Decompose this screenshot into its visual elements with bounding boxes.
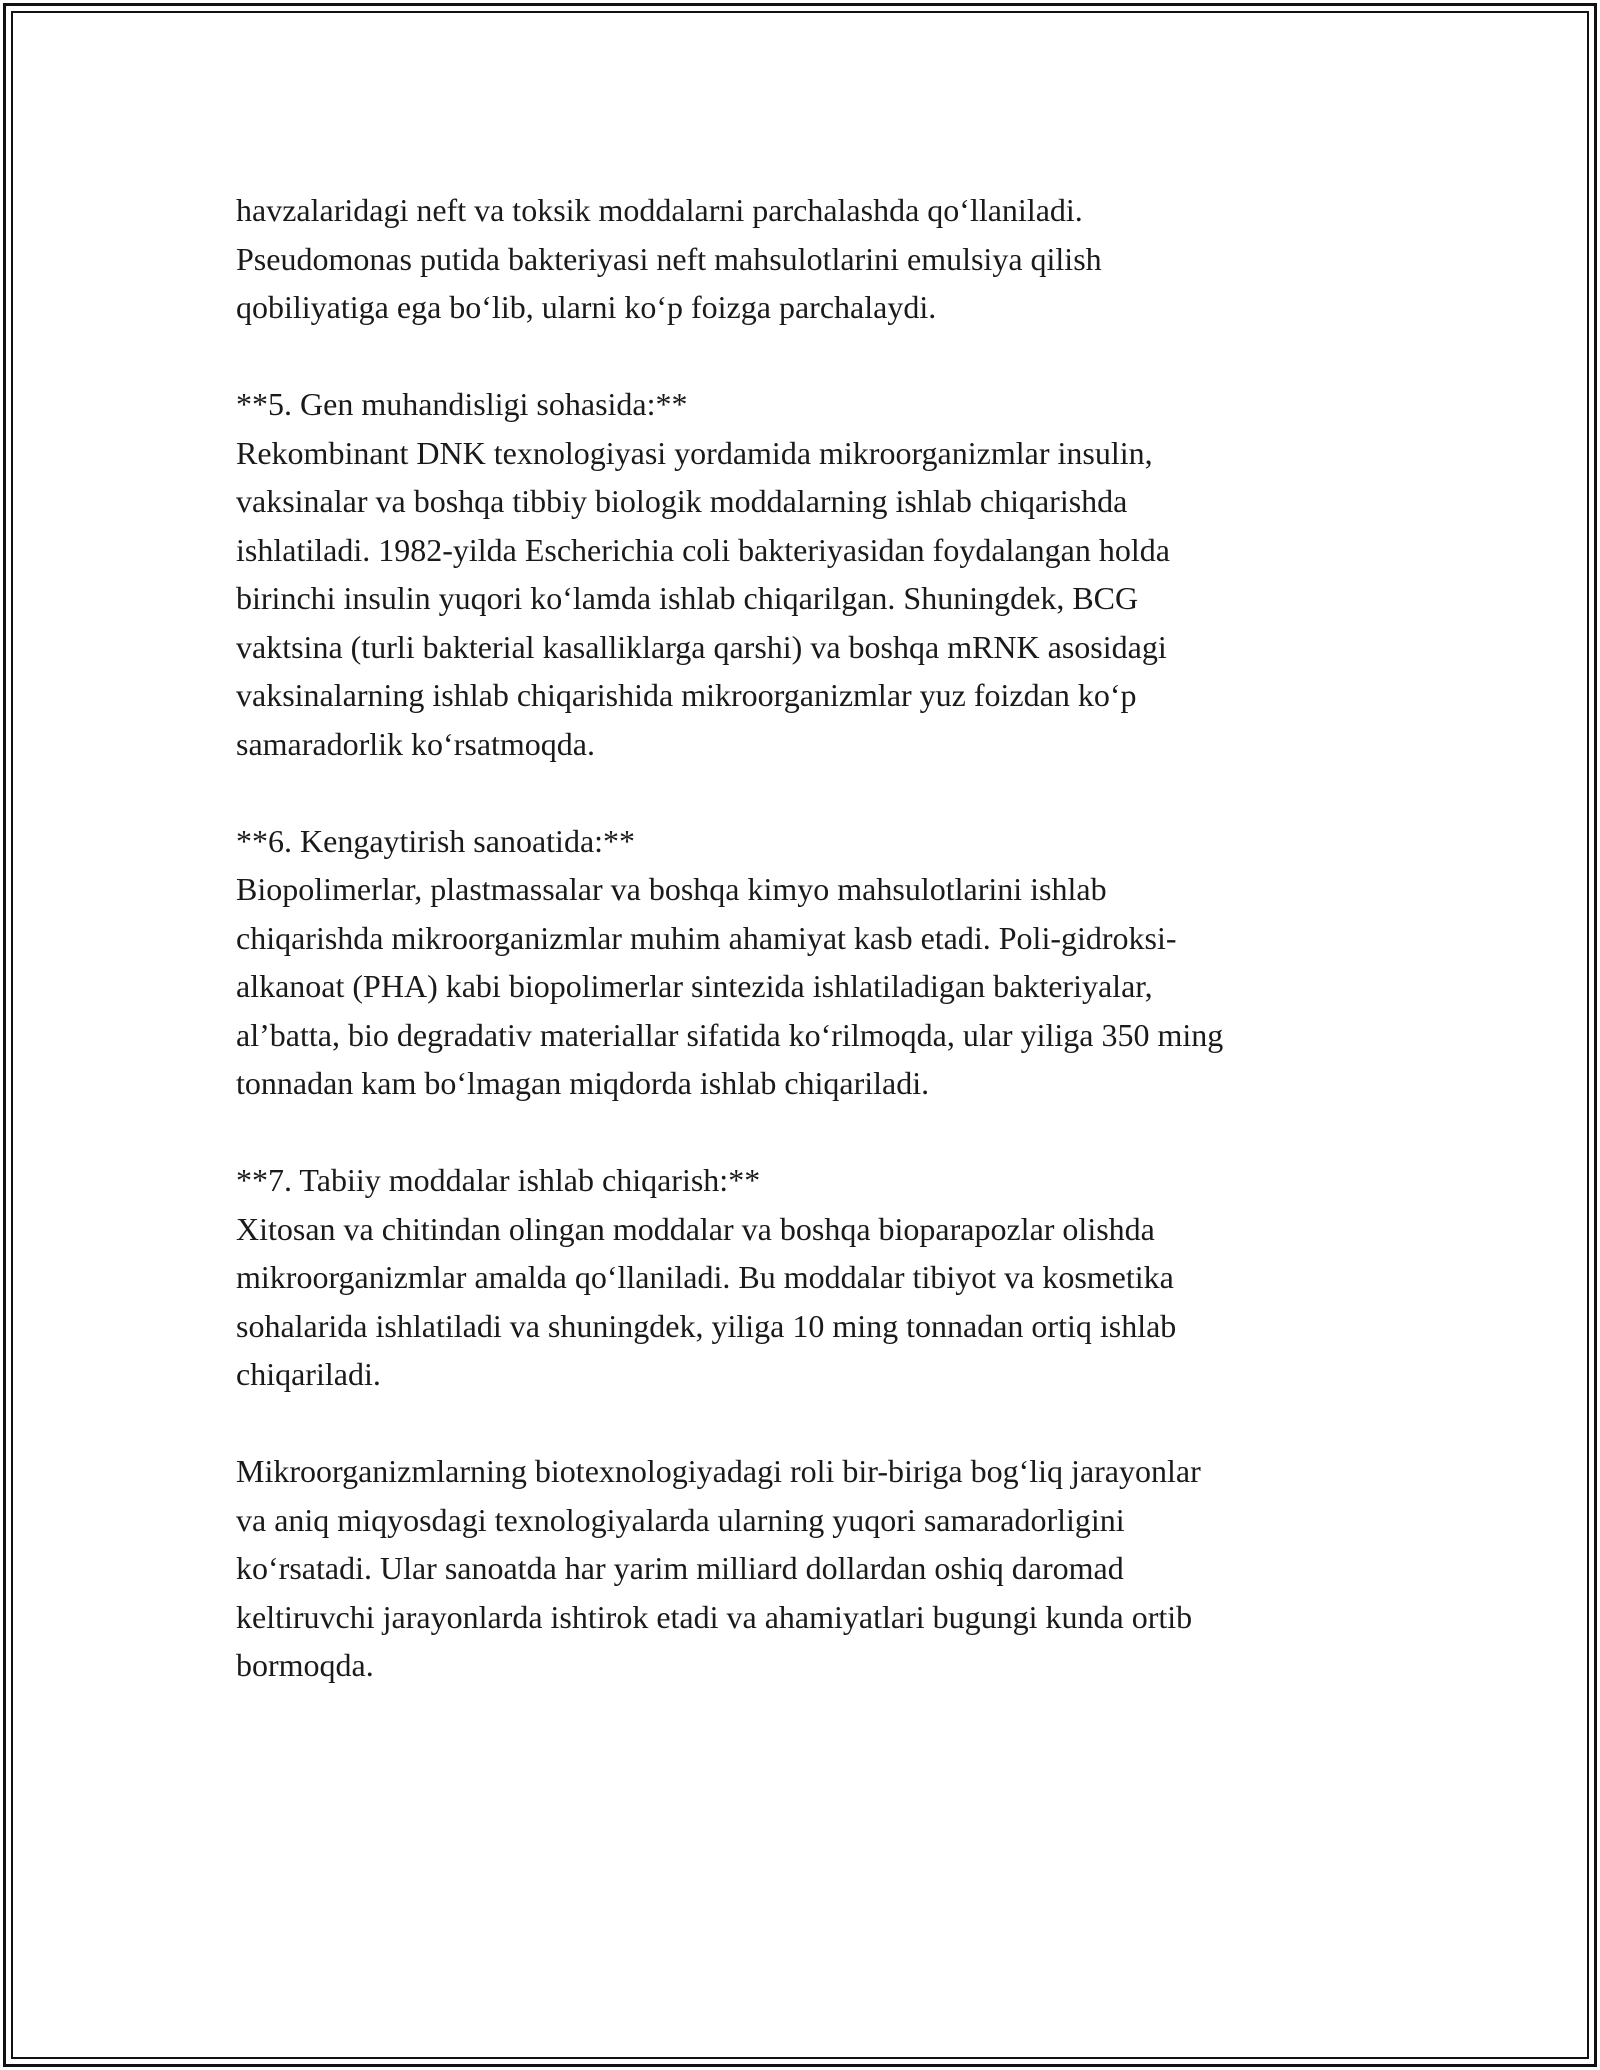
document-body xyxy=(236,186,1396,1690)
section-7 xyxy=(236,1156,1396,1399)
section-7-heading: **7. Tabiiy moddalar ishlab chiqarish:** xyxy=(236,1162,761,1198)
conclusion-paragraph: Mikroorganizmlarning biotexnologiyadagi roli bir-biriga bog‘liq jarayonlar va aniq miqyosdagi texnologiyalarda ularning yuqori samaradorligini ko‘rsatadi. Ular sanoatda har yarim milliard dollardan oshiq daromad keltiruvchi jarayonlarda ishtirok etadi va ahamiyatlari bugungi kunda ortib bormoqda. xyxy=(236,1453,1201,1683)
section-5 xyxy=(236,380,1396,768)
section-6-body: Biopolimerlar, plastmassalar va boshqa kimyo mahsulotlarini ishlab chiqarishda mikroorganizmlar muhim ahamiyat kasb etadi. Poli-gidroksi- alkanoat (PHA) kabi biopolimerlar sintezida ishlatiladigan bakteriyalar, al’batta, bio degradativ materiallar sifatida ko‘rilmoqda, ular yiliga 350 ming tonnadan kam bo‘lmagan miqdorda ishlab chiqariladi. xyxy=(236,871,1224,1101)
section-7-body: Xitosan va chitindan olingan moddalar va boshqa bioparapozlar olishda mikroorganizmlar amalda qo‘llaniladi. Bu moddalar tibiyot va kosmetika sohalarida ishlatiladi va shuningdek, yiliga 10 ming tonnadan ortiq ishlab chiqariladi. xyxy=(236,1210,1177,1392)
section-6-heading: **6. Kengaytirish sanoatida:** xyxy=(236,822,636,859)
section-5-heading: **5. Gen muhandisligi sohasida:** xyxy=(236,386,688,422)
intro-paragraph: havzalaridagi neft va toksik moddalarni parchalashda qo‘llaniladi. Pseudomonas putida bakteriyasi neft mahsulotlarini emulsiya qilish qobiliyatiga ega bo‘lib, ularni ko‘p foizga parchalaydi. xyxy=(236,192,1102,325)
section-5-body: Rekombinant DNK texnologiyasi yordamida mikroorganizmlar insulin, vaksinalar va boshqa tibbiy biologik moddalarning ishlab chiqarishda ishlatiladi. 1982-yilda Escherichia coli bakteriyasidan foydalangan holda birinchi insulin yuqori ko‘lamda ishlab chiqarilgan. Shuningdek, BCG vaktsina (turli bakterial kasalliklarga qarshi) va boshqa mRNK asosidagi vaksinalarning ishlab chiqarishida mikroorganizmlar yuz foizdan ko‘p samaradorlik ko‘rsatmoqda. xyxy=(236,434,1170,762)
section-6 xyxy=(236,817,1396,1108)
